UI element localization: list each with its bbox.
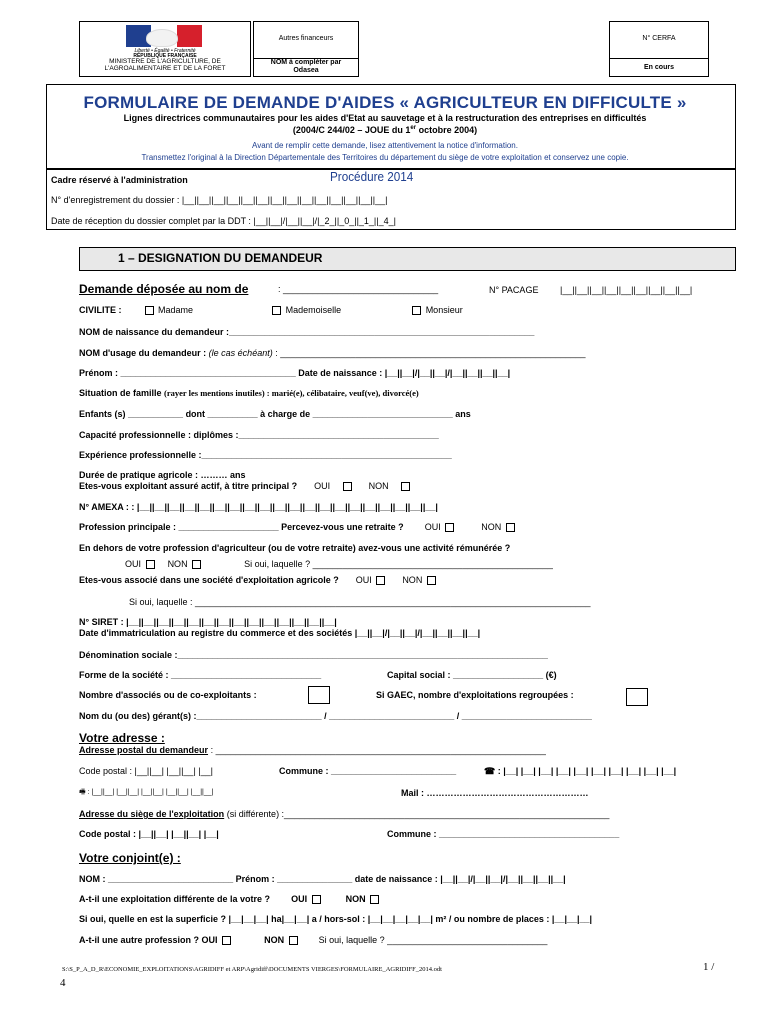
adresse-title: Votre adresse :	[79, 731, 165, 745]
siret-field[interactable]: N° SIRET : |__||__||__||__||__||__||__||__||__||__||__||__||__||__|	[79, 617, 337, 627]
monsieur-checkbox[interactable]	[412, 306, 421, 315]
subtitle-2: (2004/C 244/02 – JOUE du 1er octobre 2004)	[292, 125, 478, 135]
conjoint-exploitation-row	[79, 894, 381, 904]
denomination-field[interactable]: Dénomination sociale :__________________________________________________________________________	[79, 650, 548, 660]
ministry-name: MINISTERE DE L'AGRICULTURE, DE L'AGROALIMENTAIRE ET DE LA FORET	[104, 58, 226, 72]
nom-naissance-field[interactable]: NOM de naissance du demandeur :_____________________________________________________________	[79, 327, 535, 337]
gerant-field[interactable]: Nom du (ou des) gérant(s) :_________________________ / _________________________ / __________________________	[79, 711, 592, 721]
conjoint-identite-field[interactable]: NOM : _________________________ Prénom : _______________ date de naissance : |__||__|/|__||__|/|__||__||__||__|	[79, 874, 566, 884]
adresse-postale-input[interactable]: : __________________________________________________________________	[210, 745, 546, 755]
conjoint-profession-non-label: NON	[264, 935, 285, 945]
nom-odasea-label: NOM à compléter par Odasea	[270, 59, 342, 74]
superficie-field[interactable]: Si oui, quelle en est la superficie ? |__|__|__| ha|__|__| a / hors-sol : |__|__|__|__|__| m² / ou nombre de places : |__|__|__|	[79, 914, 593, 924]
associe-row	[79, 575, 438, 585]
section1-title: 1 – DESIGNATION DU DEMANDEUR	[118, 251, 323, 265]
rf-motto: Liberté • Égalité • Fraternité	[134, 48, 196, 54]
ministry-cell	[80, 22, 251, 77]
prenom-field[interactable]: Prénom : ___________________________________ Date de naissance : |__||__|/|__||__|/|__||__||__||__|	[79, 368, 511, 378]
retraite-oui-label: OUI	[424, 522, 441, 532]
civilite-label: CIVILITE :	[79, 305, 122, 315]
en-cours-label: En cours	[644, 64, 674, 71]
siege-input[interactable]: (si différente) :_________________________________________________________________	[226, 809, 610, 819]
situation-row[interactable]	[79, 388, 419, 398]
forme-societe-field[interactable]: Forme de la société : ______________________________	[79, 670, 322, 680]
autres-financeurs-cell	[254, 22, 359, 59]
associes-label: Nombre d'associés ou de co-exploitants :	[79, 690, 257, 700]
nom-usage-label: NOM d'usage du demandeur :	[79, 348, 207, 358]
nom-odasea-cell	[254, 59, 359, 77]
admin-label: Cadre réservé à l'administration	[51, 175, 188, 185]
demande-label: Demande déposée au nom de	[79, 282, 249, 296]
madame-checkbox[interactable]	[145, 306, 154, 315]
associe-non-checkbox[interactable]	[427, 576, 436, 585]
profession-row	[79, 522, 517, 532]
conjoint-profession-row	[79, 935, 547, 945]
conjoint-profession-oui-label: OUI	[201, 935, 218, 945]
header-table	[79, 21, 709, 77]
civilite-row	[79, 305, 463, 315]
conjoint-title: Votre conjoint(e) :	[79, 851, 181, 865]
assure-non-label: NON	[368, 481, 389, 491]
autres-financeurs-label: Autres financeurs	[278, 35, 334, 42]
activite-remuneree-label: En dehors de votre profession d'agriculteur (ou de votre retraite) avez-vous une activité rémunérée ?	[79, 543, 511, 553]
adresse-postale-label: Adresse postal du demandeur	[79, 745, 209, 755]
siege-row[interactable]	[79, 809, 609, 819]
enfants-field[interactable]: Enfants (s) ___________ dont __________ à charge de ____________________________ ans	[79, 409, 471, 419]
assure-row	[79, 481, 412, 491]
activite-row	[125, 559, 553, 569]
marianne-logo	[126, 25, 202, 47]
nom-usage-hint: (le cas échéant)	[208, 348, 273, 358]
conjoint-profession-label: A-t-il une autre profession ?	[79, 935, 200, 945]
capacite-field[interactable]: Capacité professionnelle : diplômes :________________________________________	[79, 430, 439, 440]
assure-oui-checkbox[interactable]	[343, 482, 352, 491]
form-title: FORMULAIRE DE DEMANDE D'AIDES « AGRICULTEUR EN DIFFICULTE »	[83, 93, 687, 112]
conjoint-exploitation-non-label: NON	[345, 894, 366, 904]
code-postal-siege-field[interactable]: Code postal : |__||__| |__||__| |__|	[79, 829, 219, 839]
cerfa-cell	[610, 22, 709, 59]
amexa-field[interactable]: N° AMEXA : : |__||__||__||__||__||__||__||__||__||__||__||__||__||__||__||__||__||__||__||__|	[79, 502, 438, 512]
pacage-label: N° PACAGE	[489, 285, 539, 295]
rf-name: RÉPUBLIQUE FRANÇAISE	[133, 53, 197, 59]
conjoint-exploitation-oui-label: OUI	[291, 894, 308, 904]
societe-laquelle-input[interactable]: Si oui, laquelle : _______________________________________________________________________________	[129, 597, 591, 607]
duree-field[interactable]: Durée de pratique agricole : ……… ans	[79, 470, 246, 480]
page-total: 4	[60, 977, 66, 989]
page-number: 1 /	[703, 961, 715, 973]
associe-label: Etes-vous associé dans une société d'exploitation agricole ?	[79, 575, 339, 585]
reception-field[interactable]: Date de réception du dossier complet par la DDT : |__||__|/|__||__|/|_2_||_0_||_1_||_4_|	[51, 216, 396, 226]
en-cours-cell	[610, 59, 709, 77]
activite-oui-label: OUI	[125, 559, 142, 569]
commune-field[interactable]: Commune : _________________________	[279, 766, 457, 776]
activite-laquelle-input[interactable]: Si oui, laquelle ? ________________________________________________	[244, 559, 553, 569]
gaec-count-box[interactable]	[626, 688, 648, 706]
madame-label: Madame	[158, 305, 194, 315]
assure-non-checkbox[interactable]	[401, 482, 410, 491]
subtitle-1: Lignes directrices communautaires pour les aides d'Etat au sauvetage et à la restructuration des entreprises en difficultés	[123, 113, 647, 123]
siege-label: Adresse du siège de l'exploitation	[79, 809, 225, 819]
associe-non-label: NON	[402, 575, 423, 585]
procedure-label: Procédure 2014	[330, 169, 414, 184]
nom-usage-row[interactable]	[79, 348, 586, 358]
nom-usage-input[interactable]: : _____________________________________________________________	[275, 348, 586, 358]
activite-non-checkbox[interactable]	[192, 560, 201, 569]
monsieur-label: Monsieur	[425, 305, 463, 315]
cerfa-label: N° CERFA	[642, 35, 676, 42]
pacage-input[interactable]: |__||__||__||__||__||__||__||__||__|	[560, 285, 693, 295]
retraite-oui-checkbox[interactable]	[445, 523, 454, 532]
conjoint-profession-input[interactable]: Si oui, laquelle ? ________________________________	[318, 935, 548, 945]
conjoint-exploitation-non-checkbox[interactable]	[370, 895, 379, 904]
mademoiselle-label: Mademoiselle	[285, 305, 342, 315]
assure-label: Etes-vous exploitant assuré actif, à titre principal ?	[79, 481, 298, 491]
associe-oui-label: OUI	[355, 575, 372, 585]
activite-non-label: NON	[167, 559, 188, 569]
demande-input[interactable]: : _______________________________	[278, 284, 439, 294]
associes-count-box[interactable]	[308, 686, 330, 704]
situation-options[interactable]: (rayer les mentions inutiles) : marié(e), célibataire, veuf(ve), divorcé(e)	[164, 388, 419, 398]
conjoint-profession-oui-checkbox[interactable]	[222, 936, 231, 945]
situation-label: Situation de famille	[79, 388, 162, 398]
mail-field[interactable]: Mail : ………………………………………………	[401, 788, 589, 798]
transmission-instruction: Transmettez l'original à la Direction Départementale des Territoires du département du siège de votre exploitation et conservez une copie.	[141, 153, 629, 162]
enregistrement-field[interactable]: N° d'enregistrement du dossier : |__||__||__||__||__||__||__||__||__||__||__||__||__||__|	[51, 195, 388, 205]
commune-siege-field[interactable]: Commune : ____________________________________	[387, 829, 620, 839]
immatriculation-field[interactable]: Date d'immatriculation au registre du commerce et des sociétés |__||__|/|__||__|/|__||__||__||__|	[79, 628, 481, 638]
conjoint-profession-non-checkbox[interactable]	[289, 936, 298, 945]
assure-oui-label: OUI	[314, 481, 331, 491]
capital-social-field[interactable]: Capital social : __________________ (€)	[387, 670, 557, 680]
adresse-postale-row[interactable]	[79, 745, 546, 755]
retraite-non-checkbox[interactable]	[506, 523, 515, 532]
experience-field[interactable]: Expérience professionnelle :__________________________________________________	[79, 450, 452, 460]
activite-oui-checkbox[interactable]	[146, 560, 155, 569]
conjoint-exploitation-oui-checkbox[interactable]	[312, 895, 321, 904]
telephone-field[interactable]: ☎ : |__| |__| |__| |__| |__| |__| |__| |__| |__| |__|	[484, 766, 677, 776]
retraite-non-label: NON	[481, 522, 502, 532]
profession-field[interactable]: Profession principale : ____________________ Percevez-vous une retraite ?	[79, 522, 404, 532]
fax-field[interactable]: 🖷 : |__||__| |__||__| |__||__| |__||__| |__||__|	[79, 789, 214, 796]
gaec-label: Si GAEC, nombre d'exploitations regroupées :	[376, 690, 574, 700]
mademoiselle-checkbox[interactable]	[272, 306, 281, 315]
notice-instruction: Avant de remplir cette demande, lisez attentivement la notice d'information.	[252, 141, 518, 150]
code-postal-field[interactable]: Code postal : |__||__| |__||__| |__|	[79, 766, 213, 776]
associe-oui-checkbox[interactable]	[376, 576, 385, 585]
conjoint-exploitation-label: A-t-il une exploitation différente de la votre ?	[79, 894, 271, 904]
file-path: S:\S_P_A_D_R\ECONOMIE_EXPLOITATIONS\AGRIDIFF et ARP\Agridiff\DOCUMENTS VIERGES\FORMULAIRE_AGRIDIFF_2014.odt	[62, 966, 442, 973]
